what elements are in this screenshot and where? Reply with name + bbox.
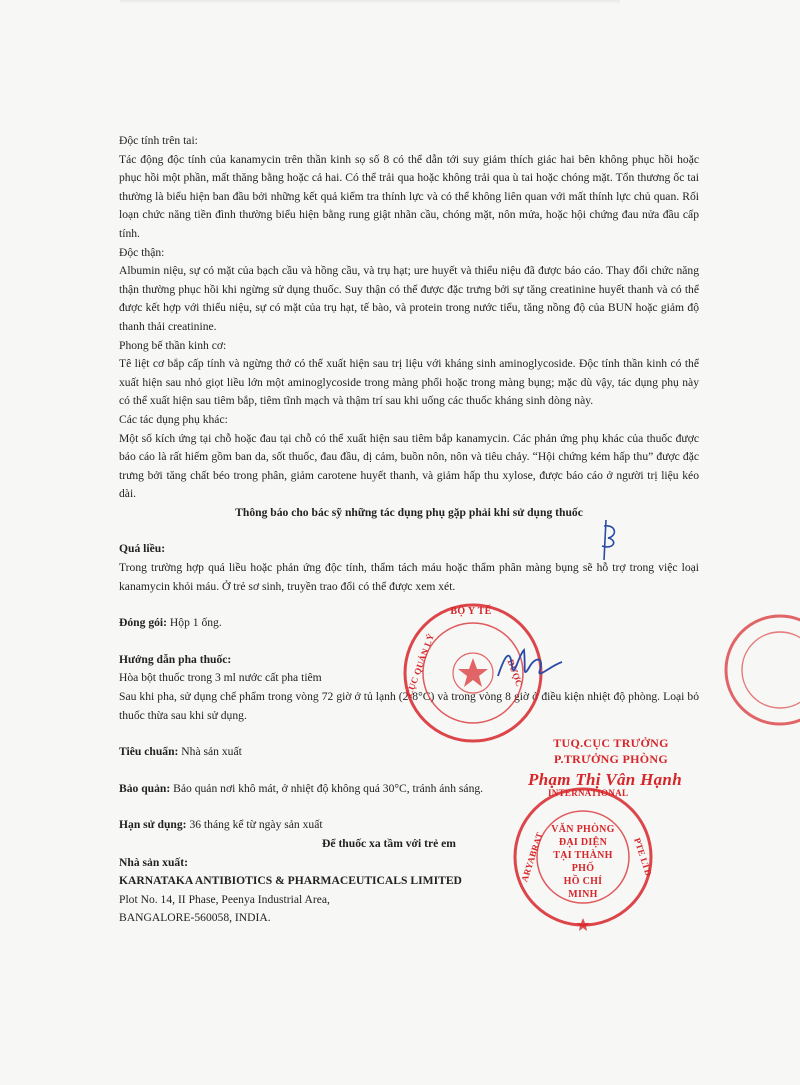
official-signature-icon xyxy=(490,636,570,696)
keep-away-warning: Để thuốc xa tầm với trẻ em xyxy=(322,837,456,850)
initial-mark-icon xyxy=(588,516,628,564)
kidney-toxicity-text: Albumin niệu, sự có mặt của bạch cầu và hồng cầu, và trụ hạt; ure huyết và thiểu niệu đã được báo cáo. Thay đổi chức năng thận thường phục hồi khi ngừng sử dụng thuốc. Suy thận có thể được đặc trưng bởi sự tăng creatinine huyết thanh và có thể được kết hợp với thiểu niệu, sự có mặt của trụ hạt, tế bào, và protein trong nước tiểu, tăng nồng độ của BUN hoặc giảm độ thanh thải creatinine. xyxy=(119,264,699,333)
company-center-line-3: TẠI THÀNH PHỐ xyxy=(553,850,613,874)
scan-edge xyxy=(120,0,620,4)
company-center-line-4: HỒ CHÍ MINH xyxy=(563,876,603,900)
manufacturer-address-1: Plot No. 14, II Phase, Peenya Industrial Area, xyxy=(119,892,330,906)
ministry-stamp-top: BỘ Y TẾ xyxy=(450,606,492,617)
ministry-stamp-right: DƯỢC xyxy=(505,657,525,689)
neuromuscular-text: Tê liệt cơ bắp cấp tính và ngừng thở có thể xuất hiện sau trị liệu với kháng sinh aminoglycoside. Độc tính thần kinh có thể xuất hiện sau nhỏ giọt liều lớn một aminoglycoside trong màng phổi hoặc trong màng bụng; mặc dù vậy, tác dụng phụ này có thể xuất hiện sau tiêm bắp, tiêm tĩnh mạch và thậm trí sau khi uống các thuốc kháng sinh dòng này. xyxy=(119,357,699,408)
signer-name: Phạm Thị Vân Hạnh xyxy=(528,770,682,789)
storage-label: Bảo quản: xyxy=(119,781,171,795)
authority-line-2: P.TRƯỞNG PHÒNG xyxy=(554,752,668,766)
other-effects-heading: Các tác dụng phụ khác: xyxy=(119,412,228,426)
packing-label: Đóng gói: xyxy=(119,616,167,630)
company-ring-top: INTERNATIONAL xyxy=(548,788,629,798)
company-ring-left: ARYABRAT xyxy=(519,830,545,884)
preparation-line-1: Hòa bột thuốc trong 3 ml nước cất pha tiêm xyxy=(119,671,322,685)
company-center-line-2: ĐẠI DIỆN xyxy=(558,837,608,848)
standard-value: Nhà sản xuất xyxy=(181,745,242,759)
preparation-line-2: Sau khi pha, sử dụng chế phẩm trong vòng 72 giờ ở tủ lạnh (2-8°C) và trong vòng 8 giờ ở điều kiện nhiệt độ phòng. Loại bỏ thuốc thừa sau khi sử dụng. xyxy=(119,690,699,722)
kidney-toxicity-heading: Độc thận: xyxy=(119,245,165,259)
manufacturer-heading: Nhà sản xuất: xyxy=(119,855,188,869)
manufacturer-address-2: BANGALORE-560058, INDIA. xyxy=(119,911,271,925)
expiry-label: Hạn sử dụng: xyxy=(119,818,187,832)
other-effects-text: Một số kích ứng tại chỗ hoặc đau tại chỗ có thể xuất hiện sau tiêm bắp kanamycin. Các phản ứng phụ khác của thuốc được báo cáo là rất hiếm gồm ban da, sốt thuốc, đau đầu, dị cảm, buồn nôn, nôn và tiêu chảy. “Hội chứng kém hấp thu” được đặc trưng bởi tăng chất béo trong phân, giảm carotene huyết thanh, và giảm hấp thu xylose, được báo cáo ở người trị liệu kéo dài. xyxy=(119,431,699,501)
preparation-heading: Hướng dẫn pha thuốc: xyxy=(119,652,232,666)
company-stamp-center xyxy=(548,823,618,901)
overdose-text: Trong trường hợp quá liều hoặc phản ứng độc tính, thẩm tách máu hoặc thẩm phân màng bụng sẽ hỗ trợ trong việc loại kanamycin khỏi máu. Ở trẻ sơ sinh, truyền trao đổi có thể được xem xét. xyxy=(119,561,699,593)
storage-value: Bảo quản nơi khô mát, ở nhiệt độ không quá 30°C, tránh ánh sáng. xyxy=(173,781,484,795)
ear-toxicity-text: Tác động độc tính của kanamycin trên thần kinh sọ số 8 có thể dẫn tới suy giảm thích giác hai bên không phục hồi hoặc phục hồi một phần, mất thăng bằng hoặc cả hai. Có thể trải qua hoặc không trải qua ù tai hoặc chóng mặt. Tổn thương ốc tai thường là biểu hiện ban đầu bởi những kết quả kiểm tra thính lực và có thể không liên quan với mất thính lực chủ quan. Rối loạn chức năng tiền đình thường biểu hiện bằng rung giật nhãn cầu, chóng mặt, nôn mửa, hoặc hội chứng đau nửa đầu cấp tính. xyxy=(119,152,699,240)
packing-value: Hộp 1 ống. xyxy=(169,616,222,630)
neuromuscular-heading: Phong bế thần kinh cơ: xyxy=(119,338,227,352)
edge-stamp xyxy=(700,610,800,730)
authority-line-1: TUQ.CỤC TRƯỞNG xyxy=(553,736,669,750)
ear-toxicity-heading: Độc tính trên tai: xyxy=(119,134,198,147)
company-ring-right: PTE LTD xyxy=(632,836,654,878)
expiry-value: 36 tháng kể từ ngày sản xuất xyxy=(189,818,323,832)
overdose-heading: Quá liều: xyxy=(119,542,166,556)
ministry-stamp-left: CỤC QUẢN LÝ xyxy=(403,632,437,698)
manufacturer-name: KARNATAKA ANTIBIOTICS & PHARMACEUTICALS LIMITED xyxy=(119,874,462,888)
doctor-notice: Thông báo cho bác sỹ những tác dụng phụ gặp phải khi sử dụng thuốc xyxy=(235,505,583,519)
standard-label: Tiêu chuẩn: xyxy=(119,745,179,759)
company-center-line-1: VĂN PHÒNG xyxy=(551,824,615,835)
